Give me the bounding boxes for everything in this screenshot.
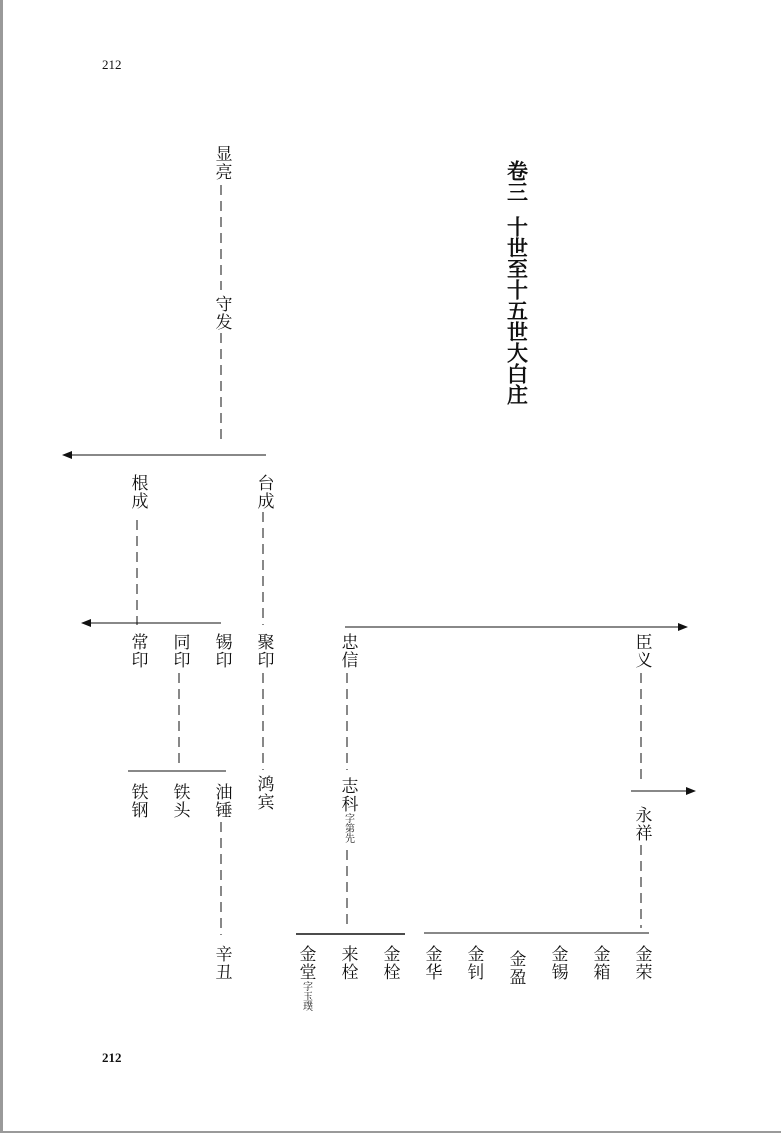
person-juyin: 聚印 xyxy=(253,633,274,669)
page-number-bottom: 212 xyxy=(102,1050,122,1065)
person-youchui: 油锤 xyxy=(211,783,232,819)
person-jintang xyxy=(297,945,314,1011)
person-hongbin: 鸿宾 xyxy=(253,775,274,811)
chapter-title-volume: 卷三 xyxy=(504,160,529,202)
person-shoufa: 守发 xyxy=(211,295,232,331)
person-xianliang: 显亮 xyxy=(211,145,232,181)
chapter-title-subtitle: 十世至十五世大白庄 xyxy=(504,216,529,405)
person-gencheng: 根成 xyxy=(127,474,148,510)
person-zhike xyxy=(339,777,356,843)
person-changyin: 常印 xyxy=(127,633,148,669)
person-jintang-courtesy-name: 字玉璞 xyxy=(300,981,312,1011)
person-tongyin: 同印 xyxy=(169,633,190,669)
person-chenyi: 臣义 xyxy=(631,633,652,669)
person-laishuan: 来栓 xyxy=(337,945,358,981)
person-taicheng: 台成 xyxy=(253,474,274,510)
person-tiegang: 铁钢 xyxy=(127,783,148,819)
person-jinshuan: 金栓 xyxy=(379,945,400,981)
person-jinying: 金盈 xyxy=(505,950,526,986)
person-xiyin: 锡印 xyxy=(211,633,232,669)
person-zhongxin: 忠信 xyxy=(337,633,358,669)
person-jinxi: 金锡 xyxy=(547,945,568,981)
person-jinhua: 金华 xyxy=(421,945,442,981)
page-number-top: 212 xyxy=(102,57,122,72)
person-jinzhao: 金钊 xyxy=(463,945,484,981)
person-jintang-name: 金堂 xyxy=(295,945,316,981)
person-zhike-courtesy-name: 字第先 xyxy=(342,813,354,843)
person-xinchou: 辛丑 xyxy=(211,945,232,981)
person-zhike-name: 志科 xyxy=(337,777,358,813)
person-tietou: 铁头 xyxy=(169,783,190,819)
person-jinrong: 金荣 xyxy=(631,945,652,981)
person-jinxiang: 金箱 xyxy=(589,945,610,981)
person-yongxiang: 永祥 xyxy=(631,806,652,842)
